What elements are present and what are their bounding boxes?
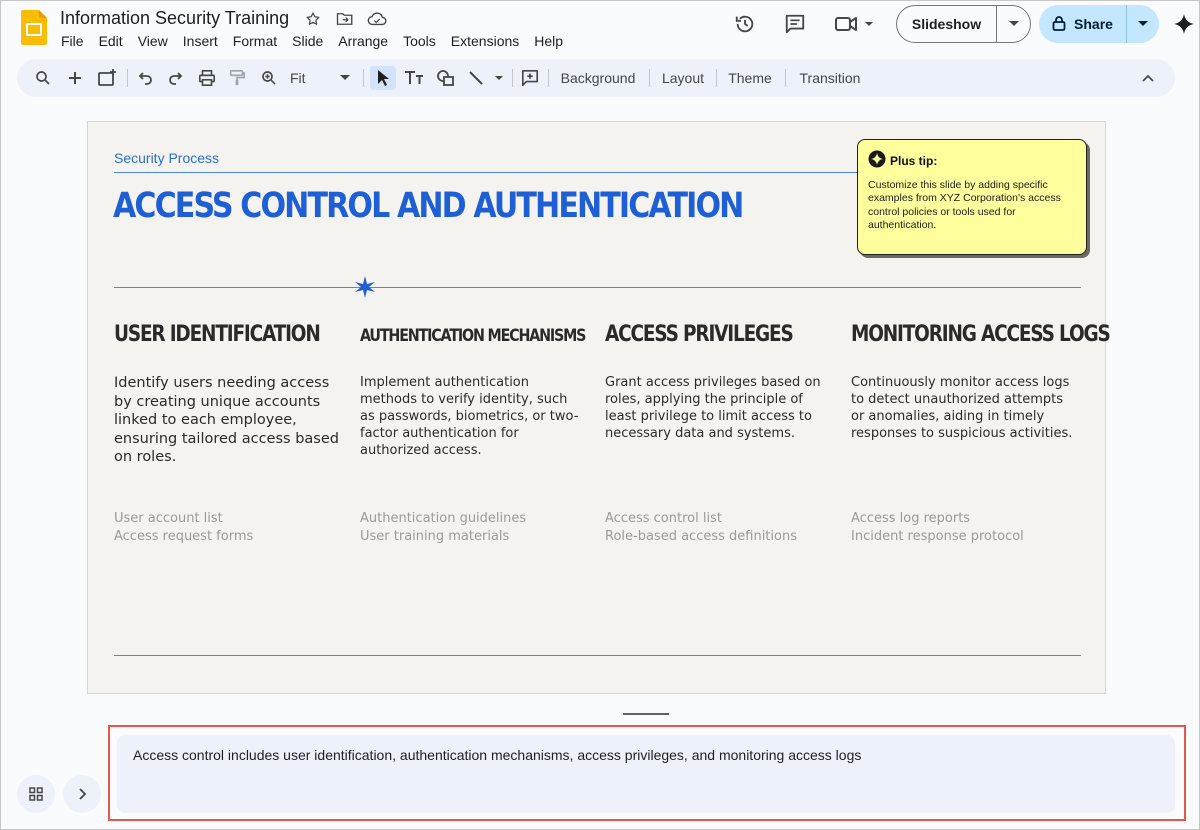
menu-view[interactable]: View [137, 33, 168, 49]
resource-item: User account list [114, 511, 223, 526]
column-body: Continuously monitor access logs to detect unauthorized attempts or anomalies, aiding in timely responses to suspicious activities. [851, 375, 1073, 441]
menu-file[interactable]: File [61, 33, 84, 49]
resource-item: Access control list [605, 511, 722, 526]
print-icon[interactable] [195, 66, 219, 90]
tip-heading: Plus tip: [890, 153, 938, 168]
new-slide-icon[interactable] [63, 66, 87, 90]
gemini-sparkle-icon[interactable] [1173, 13, 1195, 35]
version-history-icon[interactable] [733, 12, 757, 36]
document-title[interactable]: Information Security Training [60, 8, 290, 28]
select-tool-icon[interactable] [370, 66, 396, 90]
share-button[interactable] [1039, 5, 1159, 43]
new-slide-layout-icon[interactable] [95, 66, 119, 90]
resource-item: Role-based access definitions [605, 529, 797, 544]
zoom-select[interactable] [285, 66, 357, 90]
column-body: Identify users needing access by creating unique accounts linked to each employee, ensuring tailored access based on roles. [114, 375, 339, 465]
line-tool-icon[interactable] [467, 66, 507, 90]
zoom-icon[interactable] [257, 66, 281, 90]
redo-icon[interactable] [163, 66, 187, 90]
grid-view-button[interactable] [17, 775, 55, 813]
menu-arrange[interactable]: Arrange [338, 33, 389, 49]
collapse-toolbar-icon[interactable] [1136, 66, 1160, 90]
theme-button[interactable] [723, 66, 777, 90]
plus-tip-callout[interactable] [857, 139, 1087, 255]
chevron-right-icon [77, 788, 87, 800]
resource-item: Incident response protocol [851, 529, 1024, 544]
menu-help[interactable]: Help [534, 33, 564, 49]
column-body: Grant access privileges based on roles, applying the principle of least privilege to limit access to necessary data and systems. [605, 375, 821, 441]
star-icon[interactable] [302, 9, 324, 29]
menu-format[interactable]: Format [232, 33, 278, 49]
transition-button[interactable] [792, 66, 868, 90]
search-menus-icon[interactable] [31, 66, 55, 90]
slide-kicker[interactable]: Security Process [114, 150, 220, 166]
sparkle-badge-icon [868, 150, 886, 171]
cloud-saved-icon[interactable] [366, 9, 388, 29]
comments-icon[interactable] [783, 12, 807, 36]
column-heading: AUTHENTICATION MECHANISMS [360, 326, 586, 346]
menu-tools[interactable]: Tools [403, 33, 436, 49]
theme-label: Theme [728, 70, 772, 86]
resource-item: Authentication guidelines [360, 511, 527, 526]
menu-bar [61, 32, 578, 50]
slides-logo-icon[interactable] [21, 10, 47, 45]
menu-extensions[interactable]: Extensions [450, 33, 520, 49]
slideshow-dropdown-icon[interactable] [997, 6, 1030, 42]
column-monitoring-access-logs[interactable] [851, 322, 1110, 546]
slideshow-button[interactable] [896, 5, 1031, 43]
column-heading: ACCESS PRIVILEGES [605, 322, 793, 347]
slide-title[interactable]: ACCESS CONTROL AND AUTHENTICATION [113, 186, 743, 226]
add-comment-icon[interactable] [518, 66, 542, 90]
undo-icon[interactable] [134, 66, 158, 90]
column-access-privileges[interactable] [605, 322, 830, 546]
column-authentication-mechanisms[interactable] [360, 322, 585, 546]
text-box-icon[interactable] [401, 66, 427, 90]
layout-button[interactable] [656, 66, 710, 90]
transition-label: Transition [799, 70, 861, 86]
star-burst-icon [354, 276, 376, 298]
menu-insert[interactable]: Insert [182, 33, 218, 49]
layout-label: Layout [661, 70, 705, 86]
speaker-notes-panel[interactable] [117, 735, 1175, 813]
zoom-dropdown-icon [340, 75, 350, 81]
resource-item: Access log reports [851, 511, 971, 526]
resource-item: User training materials [360, 529, 510, 544]
lock-icon [1052, 15, 1066, 34]
tip-body: Customize this slide by adding specific examples from XYZ Corporation's access control policies or tools used for authentication. [868, 179, 1061, 232]
share-dropdown-icon[interactable] [1127, 5, 1159, 43]
share-label: Share [1074, 16, 1113, 32]
column-body: Implement authentication methods to verify identity, such as passwords, biometrics, or two-factor authentication for authorized access. [360, 375, 579, 458]
column-heading: USER IDENTIFICATION [114, 322, 320, 347]
toolbar [17, 59, 1175, 97]
background-label: Background [560, 70, 636, 86]
paint-format-icon[interactable] [225, 66, 249, 90]
menu-edit[interactable]: Edit [98, 33, 123, 49]
zoom-value: Fit [290, 70, 306, 86]
speaker-notes-text[interactable]: Access control includes user identification, authentication mechanisms, access privileges, and monitoring access logs [133, 747, 862, 763]
column-heading: MONITORING ACCESS LOGS [851, 322, 1110, 347]
menu-slide[interactable]: Slide [292, 33, 324, 49]
notes-resize-handle[interactable] [623, 713, 669, 715]
image-shape-icon[interactable] [433, 66, 459, 90]
slideshow-label[interactable]: Slideshow [897, 6, 997, 42]
resource-item: Access request forms [114, 529, 254, 544]
divider-bottom [114, 655, 1081, 656]
column-user-identification[interactable] [114, 322, 339, 546]
expand-filmstrip-button[interactable] [63, 775, 101, 813]
background-button[interactable] [555, 66, 641, 90]
meet-call-icon[interactable] [834, 12, 878, 36]
grid-view-icon [28, 786, 44, 802]
divider-middle [114, 287, 1081, 288]
slide-canvas[interactable] [87, 121, 1110, 694]
move-folder-icon[interactable] [334, 9, 356, 29]
